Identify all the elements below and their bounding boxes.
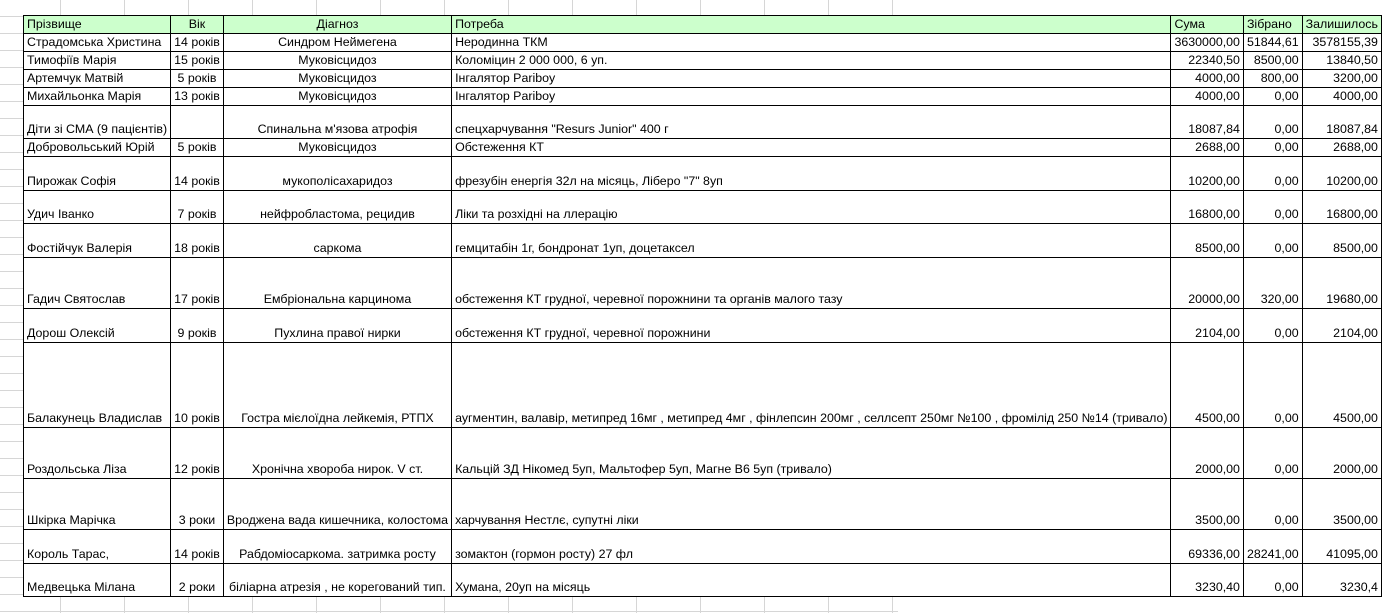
cell-age[interactable]: 5 років	[171, 139, 224, 157]
cell-name[interactable]: Тимофіїв Марія	[24, 52, 171, 70]
cell-sum[interactable]: 8500,00	[1171, 224, 1243, 258]
cell-sum[interactable]: 4500,00	[1171, 343, 1243, 428]
cell-age[interactable]: 2 роки	[171, 564, 224, 597]
cell-sum[interactable]: 2000,00	[1171, 428, 1243, 479]
cell-age[interactable]: 18 років	[171, 224, 224, 258]
cell-name[interactable]: Страдомська Христина	[24, 34, 171, 52]
cell-need[interactable]: харчування Нестлє, супутні ліки	[452, 479, 1171, 530]
header-cell-remaining[interactable]: Залишилось	[1302, 16, 1381, 34]
cell-sum[interactable]: 2104,00	[1171, 309, 1243, 343]
cell-collected[interactable]: 0,00	[1243, 309, 1302, 343]
cell-name[interactable]: Фостійчук Валерія	[24, 224, 171, 258]
cell-age[interactable]: 3 роки	[171, 479, 224, 530]
table-row	[24, 309, 1382, 343]
cell-age[interactable]	[171, 106, 224, 139]
cell-need[interactable]: Інгалятор Pariboy	[452, 70, 1171, 88]
cell-diagnosis[interactable]: Синдром Неймегена	[223, 34, 451, 52]
cell-age[interactable]: 7 років	[171, 191, 224, 224]
cell-name[interactable]: Удич Іванко	[24, 191, 171, 224]
cell-name[interactable]: Діти зі СМА (9 пацієнтів)	[24, 106, 171, 139]
cell-remaining[interactable]: 13840,50	[1302, 52, 1381, 70]
cell-need[interactable]: Кальцій ЗД Нікомед 5уп, Мальтофер 5уп, Магне В6 5уп (тривало)	[452, 428, 1171, 479]
header-cell-need[interactable]: Потреба	[452, 16, 1171, 34]
cell-remaining[interactable]: 3578155,39	[1302, 34, 1381, 52]
cell-remaining[interactable]: 3230,4	[1302, 564, 1381, 597]
cell-remaining[interactable]: 2000,00	[1302, 428, 1381, 479]
cell-name[interactable]: Король Тарас,	[24, 530, 171, 564]
cell-collected[interactable]: 0,00	[1243, 106, 1302, 139]
table-row	[24, 88, 1382, 106]
table-row	[24, 479, 1382, 530]
cell-remaining[interactable]: 2688,00	[1302, 139, 1381, 157]
cell-age[interactable]: 13 років	[171, 88, 224, 106]
cell-collected[interactable]: 0,00	[1243, 479, 1302, 530]
cell-remaining[interactable]: 8500,00	[1302, 224, 1381, 258]
cell-collected[interactable]: 0,00	[1243, 139, 1302, 157]
cell-age[interactable]: 5 років	[171, 70, 224, 88]
cell-name[interactable]: Шкірка Марічка	[24, 479, 171, 530]
header-row	[24, 16, 1382, 34]
cell-sum[interactable]: 4000,00	[1171, 70, 1243, 88]
cell-sum[interactable]: 20000,00	[1171, 258, 1243, 309]
cell-age[interactable]: 14 років	[171, 34, 224, 52]
cell-sum[interactable]: 16800,00	[1171, 191, 1243, 224]
cell-diagnosis[interactable]: Ембріональна карцинома	[223, 258, 451, 309]
cell-sum[interactable]: 10200,00	[1171, 157, 1243, 191]
cell-need[interactable]: зомактон (гормон росту) 27 фл	[452, 530, 1171, 564]
cell-remaining[interactable]: 3200,00	[1302, 70, 1381, 88]
cell-diagnosis[interactable]: Рабдоміосаркома. затримка росту	[223, 530, 451, 564]
cell-diagnosis[interactable]: Вроджена вада кишечника, колостома	[223, 479, 451, 530]
cell-age[interactable]: 12 років	[171, 428, 224, 479]
table-row	[24, 224, 1382, 258]
cell-diagnosis[interactable]: саркома	[223, 224, 451, 258]
cell-diagnosis[interactable]: Гостра мієлоїдна лейкемія, РТПХ	[223, 343, 451, 428]
cell-need[interactable]: Ліки та розхідні на ллерацію	[452, 191, 1171, 224]
cell-collected[interactable]: 0,00	[1243, 564, 1302, 597]
table-row	[24, 428, 1382, 479]
cell-collected[interactable]: 51844,61	[1243, 34, 1302, 52]
cell-collected[interactable]: 0,00	[1243, 343, 1302, 428]
cell-diagnosis[interactable]: Спинальна м'язова атрофія	[223, 106, 451, 139]
cell-remaining[interactable]: 18087,84	[1302, 106, 1381, 139]
cell-name[interactable]: Гадич Святослав	[24, 258, 171, 309]
cell-age[interactable]: 9 років	[171, 309, 224, 343]
cell-diagnosis[interactable]: Муковісцидоз	[223, 139, 451, 157]
header-cell-age[interactable]: Вік	[171, 16, 224, 34]
cell-remaining[interactable]: 16800,00	[1302, 191, 1381, 224]
cell-need[interactable]: гемцитабін 1г, бондронат 1уп, доцетаксел	[452, 224, 1171, 258]
cell-age[interactable]: 10 років	[171, 343, 224, 428]
table-row	[24, 34, 1382, 52]
cell-need[interactable]: фрезубін енергія 32л на місяць, Ліберо "7" 8уп	[452, 157, 1171, 191]
table-row	[24, 191, 1382, 224]
cell-need[interactable]: Інгалятор Pariboy	[452, 88, 1171, 106]
cell-remaining[interactable]: 3500,00	[1302, 479, 1381, 530]
cell-collected[interactable]: 0,00	[1243, 157, 1302, 191]
cell-remaining[interactable]: 10200,00	[1302, 157, 1381, 191]
cell-collected[interactable]: 800,00	[1243, 70, 1302, 88]
header-cell-sum[interactable]: Сума	[1171, 16, 1243, 34]
cell-diagnosis[interactable]: Хронічна хвороба нирок. V ст.	[223, 428, 451, 479]
cell-sum[interactable]: 4000,00	[1171, 88, 1243, 106]
table-row	[24, 157, 1382, 191]
cell-remaining[interactable]: 4000,00	[1302, 88, 1381, 106]
cell-name[interactable]: Балакунець Владислав	[24, 343, 171, 428]
cell-age[interactable]: 14 років	[171, 530, 224, 564]
table-row	[24, 70, 1382, 88]
cell-sum[interactable]: 22340,50	[1171, 52, 1243, 70]
table-row	[24, 530, 1382, 564]
cell-sum[interactable]: 3630000,00	[1171, 34, 1243, 52]
cell-need[interactable]: спецхарчування "Resurs Junior" 400 г	[452, 106, 1171, 139]
cell-name[interactable]: Дорош Олексій	[24, 309, 171, 343]
cell-name[interactable]: Артемчук Матвій	[24, 70, 171, 88]
cell-remaining[interactable]: 41095,00	[1302, 530, 1381, 564]
cell-name[interactable]: Медвецька Мілана	[24, 564, 171, 597]
cell-collected[interactable]: 320,00	[1243, 258, 1302, 309]
cell-collected[interactable]: 0,00	[1243, 224, 1302, 258]
cell-need[interactable]: аугментин, валавір, метипред 16мг , метипред 4мг , фінлепсин 200мг , селлсепт 250мг №100 , фромілід 250 №14 (тривало)	[452, 343, 1171, 428]
cell-diagnosis[interactable]: біліарна атрезія , не корегований тип.	[223, 564, 451, 597]
cell-collected[interactable]: 8500,00	[1243, 52, 1302, 70]
header-cell-diagnosis[interactable]: Діагноз	[223, 16, 451, 34]
header-cell-collected[interactable]: Зібрано	[1243, 16, 1302, 34]
table-row	[24, 139, 1382, 157]
cell-sum[interactable]: 3230,40	[1171, 564, 1243, 597]
cell-collected[interactable]: 0,00	[1243, 88, 1302, 106]
cell-sum[interactable]: 2688,00	[1171, 139, 1243, 157]
table-row	[24, 564, 1382, 597]
cell-collected[interactable]: 0,00	[1243, 428, 1302, 479]
cell-name[interactable]: Добровольський Юрій	[24, 139, 171, 157]
table-row	[24, 52, 1382, 70]
cell-need[interactable]: Неродинна ТКМ	[452, 34, 1171, 52]
cell-collected[interactable]: 0,00	[1243, 191, 1302, 224]
cell-sum[interactable]: 3500,00	[1171, 479, 1243, 530]
cell-name[interactable]: Пирожак Софія	[24, 157, 171, 191]
cell-name[interactable]: Роздольська Ліза	[24, 428, 171, 479]
cell-need[interactable]: обстеження КТ грудної, черевної порожнини	[452, 309, 1171, 343]
table-row	[24, 258, 1382, 309]
header-cell-surname[interactable]: Прізвище	[24, 16, 171, 34]
cell-age[interactable]: 15 років	[171, 52, 224, 70]
cell-diagnosis[interactable]: Муковісцидоз	[223, 88, 451, 106]
table-row	[24, 343, 1382, 428]
cell-remaining[interactable]: 19680,00	[1302, 258, 1381, 309]
cell-age[interactable]: 14 років	[171, 157, 224, 191]
cell-need[interactable]: обстеження КТ грудної, черевної порожнини та органів малого тазу	[452, 258, 1171, 309]
cell-diagnosis[interactable]: Пухлина правої нирки	[223, 309, 451, 343]
cell-need[interactable]: Коломіцин 2 000 000, 6 уп.	[452, 52, 1171, 70]
cell-diagnosis[interactable]: мукополісахаридоз	[223, 157, 451, 191]
cell-diagnosis[interactable]: Муковісцидоз	[223, 52, 451, 70]
cell-need[interactable]: Обстеження КТ	[452, 139, 1171, 157]
cell-need[interactable]: Хумана, 20уп на місяць	[452, 564, 1171, 597]
cell-name[interactable]: Михайльонка Марія	[24, 88, 171, 106]
cell-remaining[interactable]: 2104,00	[1302, 309, 1381, 343]
cell-sum[interactable]: 18087,84	[1171, 106, 1243, 139]
table-row	[24, 106, 1382, 139]
cell-sum[interactable]: 69336,00	[1171, 530, 1243, 564]
cell-collected[interactable]: 28241,00	[1243, 530, 1302, 564]
cell-diagnosis[interactable]: Муковісцидоз	[223, 70, 451, 88]
cell-age[interactable]: 17 років	[171, 258, 224, 309]
data-table	[23, 15, 1382, 597]
cell-diagnosis[interactable]: нейфробластома, рецидив	[223, 191, 451, 224]
cell-remaining[interactable]: 4500,00	[1302, 343, 1381, 428]
